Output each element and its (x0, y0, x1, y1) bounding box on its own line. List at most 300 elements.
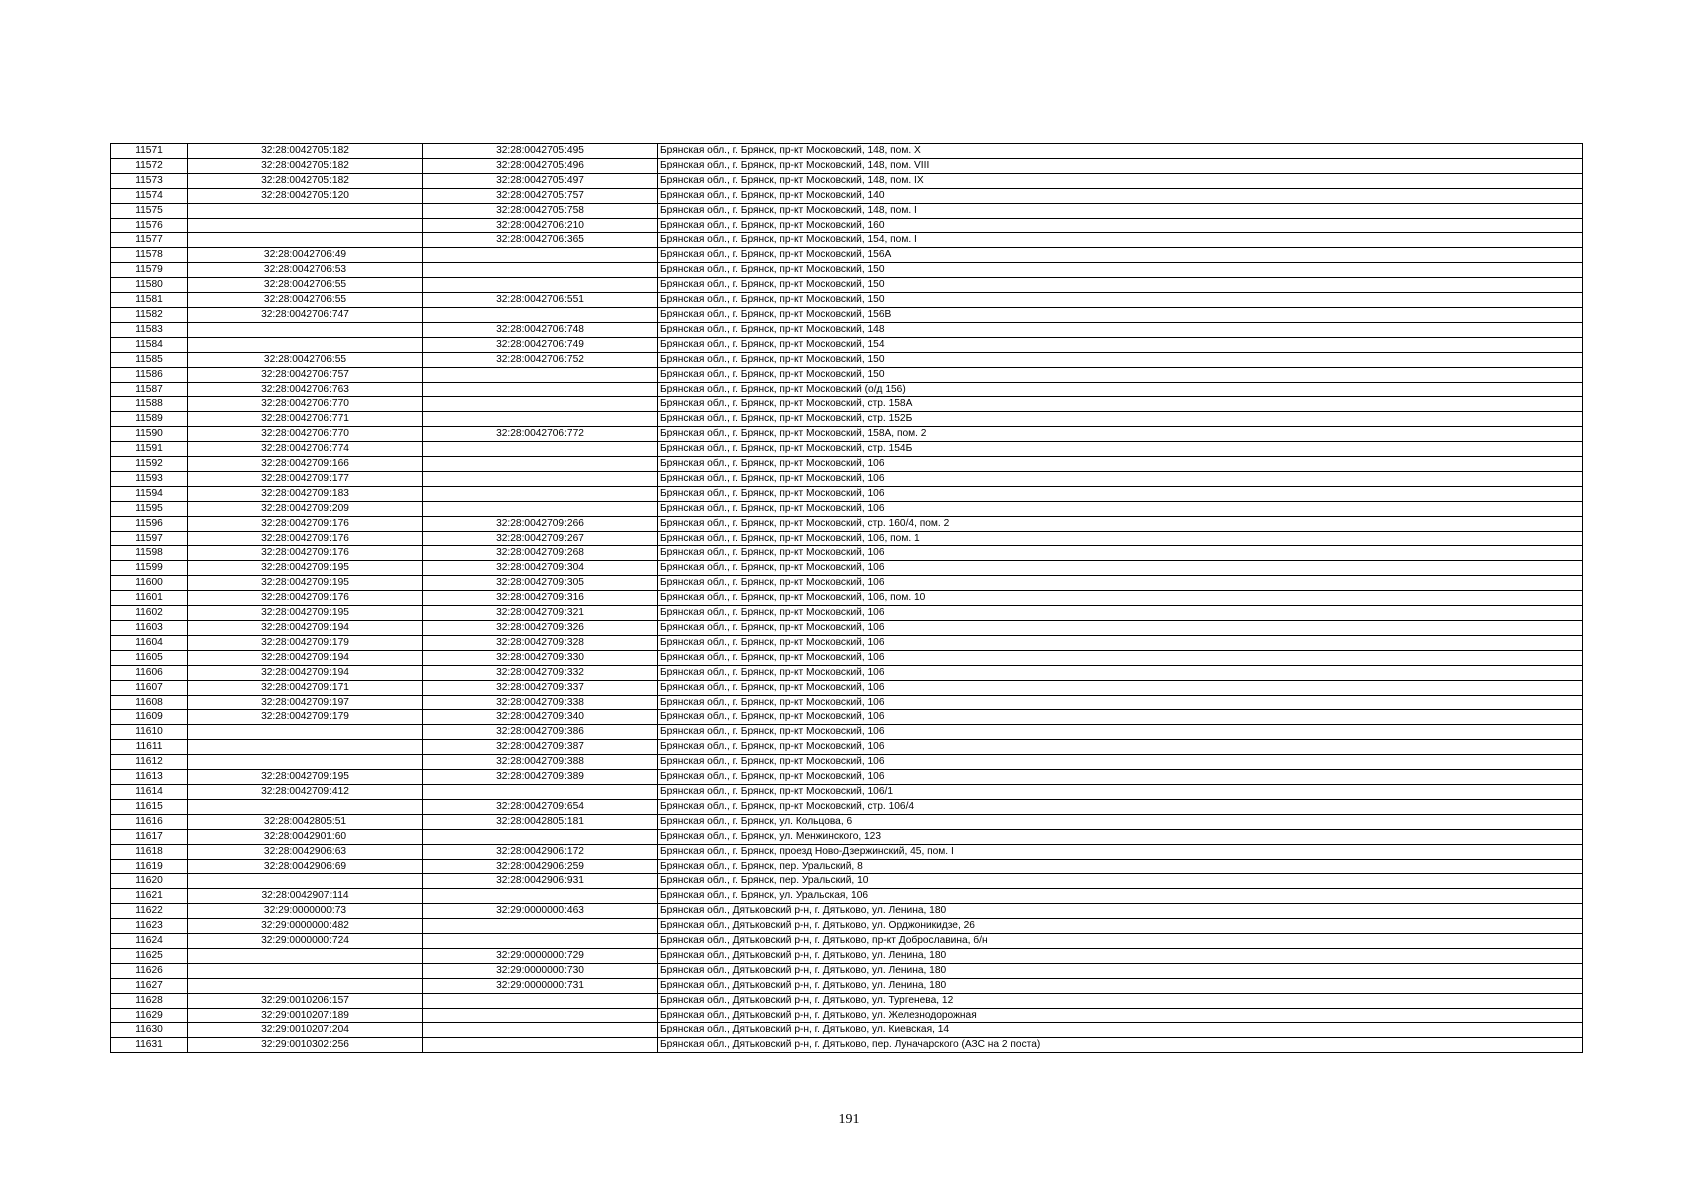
table-row (111, 337, 1583, 352)
address-cell: Брянская обл., г. Брянск, пр-кт Московский, 106 (658, 561, 1583, 576)
object-number-cell: 32:28:0042709:316 (423, 591, 658, 606)
parcel-number-cell: 32:29:0000000:724 (188, 934, 423, 949)
parcel-number-cell (188, 963, 423, 978)
table-row (111, 471, 1583, 486)
parcel-number-cell (188, 799, 423, 814)
table-row (111, 382, 1583, 397)
object-number-cell (423, 263, 658, 278)
row-number-cell: 11585 (111, 352, 188, 367)
table-row (111, 814, 1583, 829)
parcel-number-cell (188, 322, 423, 337)
object-number-cell: 32:28:0042709:326 (423, 621, 658, 636)
address-cell: Брянская обл., Дятьковский р-н, г. Дятьково, ул. Орджоникидзе, 26 (658, 919, 1583, 934)
object-number-cell (423, 829, 658, 844)
address-cell: Брянская обл., г. Брянск, пр-кт Московский, 106, пом. 10 (658, 591, 1583, 606)
parcel-number-cell: 32:28:0042709:171 (188, 680, 423, 695)
address-cell: Брянская обл., г. Брянск, пр-кт Московский, 106 (658, 486, 1583, 501)
address-cell: Брянская обл., г. Брянск, пр-кт Московский, 106 (658, 501, 1583, 516)
address-cell: Брянская обл., г. Брянск, пр-кт Московский, 148, пом. VIII (658, 158, 1583, 173)
address-cell: Брянская обл., г. Брянск, проезд Ново-Дзержинский, 45, пом. I (658, 844, 1583, 859)
parcel-number-cell: 32:28:0042906:69 (188, 859, 423, 874)
object-number-cell (423, 889, 658, 904)
parcel-number-cell (188, 755, 423, 770)
object-number-cell: 32:28:0042709:332 (423, 665, 658, 680)
table-row (111, 1008, 1583, 1023)
address-cell: Брянская обл., г. Брянск, пр-кт Московский, 148, пом. IX (658, 173, 1583, 188)
object-number-cell: 32:28:0042805:181 (423, 814, 658, 829)
object-number-cell: 32:28:0042709:338 (423, 695, 658, 710)
parcel-number-cell (188, 218, 423, 233)
object-number-cell: 32:28:0042705:495 (423, 144, 658, 159)
table-row (111, 904, 1583, 919)
parcel-number-cell: 32:28:0042706:55 (188, 278, 423, 293)
table-row (111, 621, 1583, 636)
parcel-number-cell (188, 874, 423, 889)
table-row (111, 844, 1583, 859)
object-number-cell (423, 457, 658, 472)
object-number-cell (423, 934, 658, 949)
parcel-number-cell: 32:28:0042706:53 (188, 263, 423, 278)
address-cell: Брянская обл., г. Брянск, пр-кт Московский, 106 (658, 695, 1583, 710)
object-number-cell (423, 486, 658, 501)
object-number-cell: 32:28:0042706:551 (423, 293, 658, 308)
parcel-number-cell: 32:28:0042709:166 (188, 457, 423, 472)
address-cell: Брянская обл., г. Брянск, пр-кт Московский, 106 (658, 650, 1583, 665)
parcel-number-cell: 32:28:0042709:194 (188, 665, 423, 680)
parcel-number-cell: 32:28:0042709:179 (188, 710, 423, 725)
address-cell: Брянская обл., г. Брянск, пр-кт Московский, 106 (658, 740, 1583, 755)
row-number-cell: 11587 (111, 382, 188, 397)
row-number-cell: 11621 (111, 889, 188, 904)
address-cell: Брянская обл., Дятьковский р-н, г. Дятьково, ул. Тургенева, 12 (658, 993, 1583, 1008)
table-row (111, 1038, 1583, 1053)
parcel-number-cell: 32:28:0042706:763 (188, 382, 423, 397)
table-row (111, 501, 1583, 516)
table-row (111, 859, 1583, 874)
parcel-number-cell: 32:28:0042709:194 (188, 621, 423, 636)
address-cell: Брянская обл., г. Брянск, пр-кт Московский, стр. 158А (658, 397, 1583, 412)
address-cell: Брянская обл., г. Брянск, пр-кт Московский, 106, пом. 1 (658, 531, 1583, 546)
object-number-cell (423, 501, 658, 516)
row-number-cell: 11616 (111, 814, 188, 829)
table-row (111, 993, 1583, 1008)
parcel-number-cell: 32:28:0042709:195 (188, 576, 423, 591)
parcel-number-cell: 32:28:0042709:209 (188, 501, 423, 516)
row-number-cell: 11588 (111, 397, 188, 412)
object-number-cell: 32:28:0042906:259 (423, 859, 658, 874)
row-number-cell: 11609 (111, 710, 188, 725)
object-number-cell: 32:28:0042705:757 (423, 188, 658, 203)
table-row (111, 486, 1583, 501)
table-row (111, 874, 1583, 889)
row-number-cell: 11601 (111, 591, 188, 606)
parcel-number-cell: 32:28:0042709:176 (188, 531, 423, 546)
row-number-cell: 11619 (111, 859, 188, 874)
table-row (111, 427, 1583, 442)
row-number-cell: 11622 (111, 904, 188, 919)
table-row (111, 442, 1583, 457)
row-number-cell: 11575 (111, 203, 188, 218)
row-number-cell: 11604 (111, 635, 188, 650)
parcel-number-cell: 32:28:0042906:63 (188, 844, 423, 859)
registry-table (110, 143, 1583, 1053)
address-cell: Брянская обл., г. Брянск, пр-кт Московский, 150 (658, 263, 1583, 278)
address-cell: Брянская обл., г. Брянск, пр-кт Московский, стр. 160/4, пом. 2 (658, 516, 1583, 531)
address-cell: Брянская обл., г. Брянск, пр-кт Московский, 106 (658, 635, 1583, 650)
table-row (111, 352, 1583, 367)
object-number-cell: 32:28:0042709:330 (423, 650, 658, 665)
address-cell: Брянская обл., г. Брянск, пр-кт Московский, 106 (658, 710, 1583, 725)
row-number-cell: 11629 (111, 1008, 188, 1023)
table-row (111, 635, 1583, 650)
object-number-cell: 32:28:0042709:340 (423, 710, 658, 725)
object-number-cell: 32:28:0042706:752 (423, 352, 658, 367)
table-row (111, 919, 1583, 934)
address-cell: Брянская обл., г. Брянск, пр-кт Московский, 106 (658, 680, 1583, 695)
parcel-number-cell: 32:28:0042706:774 (188, 442, 423, 457)
address-cell: Брянская обл., г. Брянск, пр-кт Московский, 150 (658, 367, 1583, 382)
address-cell: Брянская обл., Дятьковский р-н, г. Дятьково, ул. Железнодорожная (658, 1008, 1583, 1023)
table-row (111, 144, 1583, 159)
object-number-cell (423, 248, 658, 263)
parcel-number-cell: 32:28:0042901:60 (188, 829, 423, 844)
parcel-number-cell: 32:28:0042706:55 (188, 352, 423, 367)
row-number-cell: 11590 (111, 427, 188, 442)
address-cell: Брянская обл., г. Брянск, пр-кт Московский, 154 (658, 337, 1583, 352)
address-cell: Брянская обл., г. Брянск, пр-кт Московский, 106 (658, 665, 1583, 680)
row-number-cell: 11625 (111, 948, 188, 963)
address-cell: Брянская обл., г. Брянск, пр-кт Московский, 106 (658, 457, 1583, 472)
object-number-cell (423, 367, 658, 382)
address-cell: Брянская обл., г. Брянск, пр-кт Московский, 148, пом. I (658, 203, 1583, 218)
parcel-number-cell (188, 740, 423, 755)
row-number-cell: 11630 (111, 1023, 188, 1038)
object-number-cell: 32:28:0042705:496 (423, 158, 658, 173)
address-cell: Брянская обл., г. Брянск, ул. Кольцова, 6 (658, 814, 1583, 829)
object-number-cell (423, 307, 658, 322)
parcel-number-cell: 32:29:0010206:157 (188, 993, 423, 1008)
object-number-cell (423, 1023, 658, 1038)
address-cell: Брянская обл., г. Брянск, пр-кт Московский, стр. 152Б (658, 412, 1583, 427)
row-number-cell: 11589 (111, 412, 188, 427)
object-number-cell (423, 993, 658, 1008)
address-cell: Брянская обл., г. Брянск, пр-кт Московский, 106 (658, 576, 1583, 591)
table-row (111, 799, 1583, 814)
object-number-cell: 32:28:0042709:654 (423, 799, 658, 814)
parcel-number-cell (188, 725, 423, 740)
table-row (111, 934, 1583, 949)
object-number-cell: 32:28:0042706:748 (423, 322, 658, 337)
object-number-cell (423, 1038, 658, 1053)
parcel-number-cell: 32:28:0042709:197 (188, 695, 423, 710)
row-number-cell: 11610 (111, 725, 188, 740)
row-number-cell: 11608 (111, 695, 188, 710)
object-number-cell: 32:28:0042709:328 (423, 635, 658, 650)
table-row (111, 158, 1583, 173)
row-number-cell: 11598 (111, 546, 188, 561)
table-row (111, 740, 1583, 755)
parcel-number-cell: 32:28:0042709:179 (188, 635, 423, 650)
row-number-cell: 11592 (111, 457, 188, 472)
parcel-number-cell: 32:28:0042706:49 (188, 248, 423, 263)
row-number-cell: 11613 (111, 770, 188, 785)
table-row (111, 710, 1583, 725)
row-number-cell: 11615 (111, 799, 188, 814)
row-number-cell: 11611 (111, 740, 188, 755)
object-number-cell (423, 1008, 658, 1023)
row-number-cell: 11584 (111, 337, 188, 352)
parcel-number-cell: 32:28:0042706:770 (188, 397, 423, 412)
table-row (111, 889, 1583, 904)
table-row (111, 293, 1583, 308)
object-number-cell: 32:28:0042709:304 (423, 561, 658, 576)
address-cell: Брянская обл., г. Брянск, пр-кт Московский, 106 (658, 755, 1583, 770)
table-row (111, 770, 1583, 785)
row-number-cell: 11597 (111, 531, 188, 546)
parcel-number-cell: 32:28:0042706:747 (188, 307, 423, 322)
address-cell: Брянская обл., Дятьковский р-н, г. Дятьково, пр-кт Доброславина, б/н (658, 934, 1583, 949)
row-number-cell: 11602 (111, 606, 188, 621)
address-cell: Брянская обл., Дятьковский р-н, г. Дятьково, ул. Киевская, 14 (658, 1023, 1583, 1038)
table-row (111, 978, 1583, 993)
object-number-cell: 32:28:0042906:172 (423, 844, 658, 859)
table-row (111, 531, 1583, 546)
address-cell: Брянская обл., г. Брянск, ул. Менжинского, 123 (658, 829, 1583, 844)
parcel-number-cell: 32:28:0042706:771 (188, 412, 423, 427)
parcel-number-cell: 32:29:0010302:256 (188, 1038, 423, 1053)
object-number-cell (423, 784, 658, 799)
row-number-cell: 11603 (111, 621, 188, 636)
row-number-cell: 11586 (111, 367, 188, 382)
parcel-number-cell: 32:28:0042705:182 (188, 158, 423, 173)
row-number-cell: 11593 (111, 471, 188, 486)
parcel-number-cell: 32:29:0000000:482 (188, 919, 423, 934)
object-number-cell: 32:28:0042709:387 (423, 740, 658, 755)
parcel-number-cell: 32:28:0042705:182 (188, 144, 423, 159)
address-cell: Брянская обл., г. Брянск, пр-кт Московский, 148, пом. X (658, 144, 1583, 159)
object-number-cell: 32:28:0042709:386 (423, 725, 658, 740)
row-number-cell: 11578 (111, 248, 188, 263)
table-row (111, 665, 1583, 680)
row-number-cell: 11624 (111, 934, 188, 949)
object-number-cell: 32:28:0042705:497 (423, 173, 658, 188)
table-row (111, 963, 1583, 978)
parcel-number-cell: 32:28:0042709:183 (188, 486, 423, 501)
table-row (111, 695, 1583, 710)
address-cell: Брянская обл., г. Брянск, пр-кт Московский, 148 (658, 322, 1583, 337)
parcel-number-cell: 32:28:0042709:412 (188, 784, 423, 799)
object-number-cell: 32:29:0000000:730 (423, 963, 658, 978)
parcel-number-cell: 32:28:0042709:195 (188, 606, 423, 621)
row-number-cell: 11595 (111, 501, 188, 516)
address-cell: Брянская обл., Дятьковский р-н, г. Дятьково, пер. Луначарского (АЗС на 2 поста) (658, 1038, 1583, 1053)
address-cell: Брянская обл., г. Брянск, пр-кт Московский, 156А (658, 248, 1583, 263)
row-number-cell: 11617 (111, 829, 188, 844)
parcel-number-cell: 32:29:0010207:189 (188, 1008, 423, 1023)
address-cell: Брянская обл., г. Брянск, пр-кт Московский, стр. 106/4 (658, 799, 1583, 814)
object-number-cell (423, 471, 658, 486)
address-cell: Брянская обл., г. Брянск, ул. Уральская, 106 (658, 889, 1583, 904)
row-number-cell: 11627 (111, 978, 188, 993)
row-number-cell: 11607 (111, 680, 188, 695)
object-number-cell: 32:28:0042706:749 (423, 337, 658, 352)
object-number-cell (423, 412, 658, 427)
table-row (111, 650, 1583, 665)
row-number-cell: 11605 (111, 650, 188, 665)
parcel-number-cell (188, 233, 423, 248)
parcel-number-cell: 32:29:0000000:73 (188, 904, 423, 919)
parcel-number-cell: 32:28:0042705:120 (188, 188, 423, 203)
object-number-cell: 32:28:0042709:305 (423, 576, 658, 591)
parcel-number-cell (188, 337, 423, 352)
row-number-cell: 11626 (111, 963, 188, 978)
table-row (111, 307, 1583, 322)
address-cell: Брянская обл., г. Брянск, пр-кт Московский, 140 (658, 188, 1583, 203)
table-row (111, 322, 1583, 337)
row-number-cell: 11618 (111, 844, 188, 859)
row-number-cell: 11576 (111, 218, 188, 233)
address-cell: Брянская обл., Дятьковский р-н, г. Дятьково, ул. Ленина, 180 (658, 948, 1583, 963)
table-row (111, 367, 1583, 382)
parcel-number-cell (188, 203, 423, 218)
parcel-number-cell: 32:28:0042709:195 (188, 770, 423, 785)
parcel-number-cell: 32:29:0010207:204 (188, 1023, 423, 1038)
object-number-cell (423, 442, 658, 457)
row-number-cell: 11582 (111, 307, 188, 322)
row-number-cell: 11572 (111, 158, 188, 173)
parcel-number-cell: 32:28:0042709:177 (188, 471, 423, 486)
address-cell: Брянская обл., г. Брянск, пр-кт Московский, 106 (658, 606, 1583, 621)
table-row (111, 755, 1583, 770)
row-number-cell: 11599 (111, 561, 188, 576)
row-number-cell: 11596 (111, 516, 188, 531)
parcel-number-cell: 32:28:0042705:182 (188, 173, 423, 188)
table-row (111, 1023, 1583, 1038)
parcel-number-cell: 32:28:0042709:176 (188, 516, 423, 531)
table-row (111, 173, 1583, 188)
parcel-number-cell (188, 978, 423, 993)
object-number-cell: 32:28:0042709:337 (423, 680, 658, 695)
object-number-cell (423, 382, 658, 397)
object-number-cell: 32:28:0042706:365 (423, 233, 658, 248)
object-number-cell: 32:28:0042706:210 (423, 218, 658, 233)
object-number-cell: 32:29:0000000:729 (423, 948, 658, 963)
table-row (111, 218, 1583, 233)
parcel-number-cell (188, 948, 423, 963)
table-row (111, 829, 1583, 844)
address-cell: Брянская обл., г. Брянск, пр-кт Московский, стр. 154Б (658, 442, 1583, 457)
table-row (111, 546, 1583, 561)
table-row (111, 457, 1583, 472)
parcel-number-cell: 32:28:0042805:51 (188, 814, 423, 829)
row-number-cell: 11631 (111, 1038, 188, 1053)
table-row (111, 188, 1583, 203)
page-number: 191 (838, 1112, 860, 1127)
parcel-number-cell: 32:28:0042709:194 (188, 650, 423, 665)
row-number-cell: 11581 (111, 293, 188, 308)
row-number-cell: 11573 (111, 173, 188, 188)
table-row (111, 278, 1583, 293)
object-number-cell: 32:28:0042709:321 (423, 606, 658, 621)
object-number-cell: 32:28:0042709:389 (423, 770, 658, 785)
row-number-cell: 11623 (111, 919, 188, 934)
object-number-cell (423, 278, 658, 293)
address-cell: Брянская обл., г. Брянск, пр-кт Московский, 154, пом. I (658, 233, 1583, 248)
object-number-cell (423, 919, 658, 934)
table-row (111, 203, 1583, 218)
table-row (111, 725, 1583, 740)
object-number-cell: 32:28:0042709:266 (423, 516, 658, 531)
row-number-cell: 11580 (111, 278, 188, 293)
parcel-number-cell: 32:28:0042709:176 (188, 591, 423, 606)
address-cell: Брянская обл., г. Брянск, пр-кт Московский (о/д 156) (658, 382, 1583, 397)
address-cell: Брянская обл., г. Брянск, пр-кт Московский, 106 (658, 471, 1583, 486)
address-cell: Брянская обл., г. Брянск, пр-кт Московский, 150 (658, 278, 1583, 293)
row-number-cell: 11614 (111, 784, 188, 799)
address-cell: Брянская обл., Дятьковский р-н, г. Дятьково, ул. Ленина, 180 (658, 904, 1583, 919)
table-row (111, 784, 1583, 799)
address-cell: Брянская обл., г. Брянск, пр-кт Московский, 106 (658, 621, 1583, 636)
address-cell: Брянская обл., г. Брянск, пр-кт Московский, 156В (658, 307, 1583, 322)
object-number-cell: 32:28:0042706:772 (423, 427, 658, 442)
object-number-cell (423, 397, 658, 412)
row-number-cell: 11574 (111, 188, 188, 203)
table-row (111, 263, 1583, 278)
address-cell: Брянская обл., г. Брянск, пер. Уральский, 8 (658, 859, 1583, 874)
parcel-number-cell: 32:28:0042706:757 (188, 367, 423, 382)
address-cell: Брянская обл., Дятьковский р-н, г. Дятьково, ул. Ленина, 180 (658, 963, 1583, 978)
row-number-cell: 11579 (111, 263, 188, 278)
table-row (111, 576, 1583, 591)
table-row (111, 397, 1583, 412)
table-row (111, 412, 1583, 427)
address-cell: Брянская обл., г. Брянск, пр-кт Московский, 150 (658, 352, 1583, 367)
address-cell: Брянская обл., г. Брянск, пр-кт Московский, 150 (658, 293, 1583, 308)
object-number-cell: 32:28:0042709:267 (423, 531, 658, 546)
object-number-cell: 32:28:0042906:931 (423, 874, 658, 889)
parcel-number-cell: 32:28:0042706:55 (188, 293, 423, 308)
row-number-cell: 11600 (111, 576, 188, 591)
object-number-cell: 32:28:0042709:388 (423, 755, 658, 770)
row-number-cell: 11612 (111, 755, 188, 770)
row-number-cell: 11606 (111, 665, 188, 680)
row-number-cell: 11594 (111, 486, 188, 501)
object-number-cell: 32:29:0000000:731 (423, 978, 658, 993)
table-row (111, 516, 1583, 531)
parcel-number-cell: 32:28:0042709:195 (188, 561, 423, 576)
object-number-cell: 32:28:0042709:268 (423, 546, 658, 561)
address-cell: Брянская обл., г. Брянск, пр-кт Московский, 106/1 (658, 784, 1583, 799)
address-cell: Брянская обл., г. Брянск, пр-кт Московский, 158А, пом. 2 (658, 427, 1583, 442)
address-cell: Брянская обл., г. Брянск, пр-кт Московский, 106 (658, 725, 1583, 740)
table-row (111, 948, 1583, 963)
table-row (111, 606, 1583, 621)
row-number-cell: 11628 (111, 993, 188, 1008)
table-row (111, 233, 1583, 248)
table-row (111, 248, 1583, 263)
address-cell: Брянская обл., г. Брянск, пр-кт Московский, 106 (658, 546, 1583, 561)
row-number-cell: 11577 (111, 233, 188, 248)
row-number-cell: 11591 (111, 442, 188, 457)
row-number-cell: 11620 (111, 874, 188, 889)
table-row (111, 680, 1583, 695)
address-cell: Брянская обл., г. Брянск, пер. Уральский, 10 (658, 874, 1583, 889)
address-cell: Брянская обл., Дятьковский р-н, г. Дятьково, ул. Ленина, 180 (658, 978, 1583, 993)
row-number-cell: 11571 (111, 144, 188, 159)
table-row (111, 591, 1583, 606)
object-number-cell: 32:29:0000000:463 (423, 904, 658, 919)
registry-table-body (111, 144, 1583, 1053)
